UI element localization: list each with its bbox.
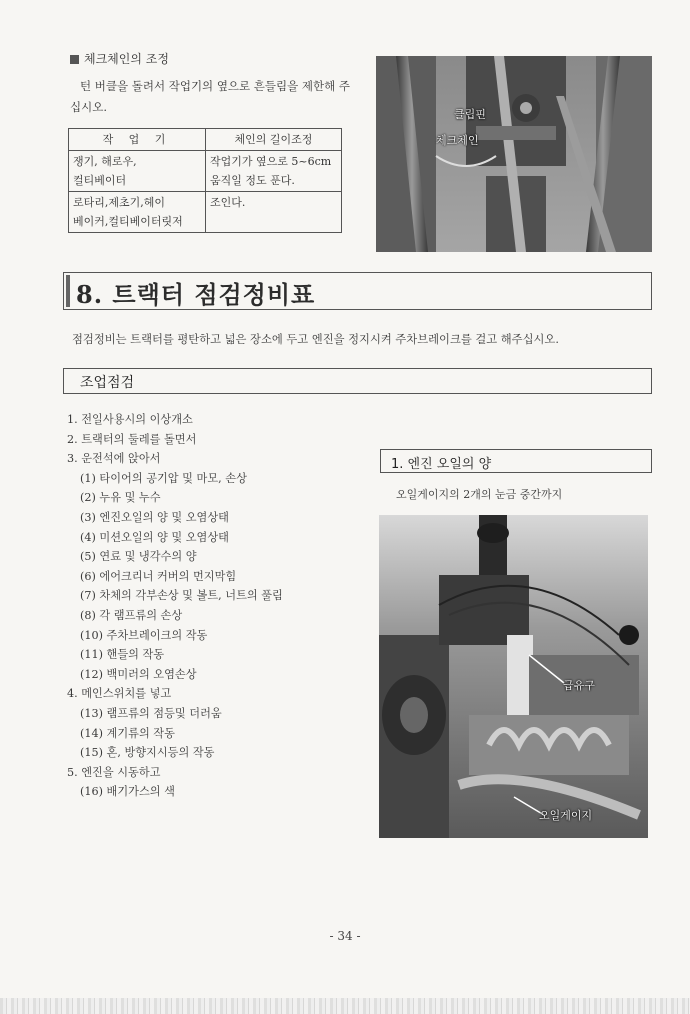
engine-photo bbox=[379, 515, 648, 838]
pre-operation-heading: 조업점검 bbox=[80, 375, 135, 391]
table-cell-adjustment: 작업기가 옆으로 5~6cm 움직일 정도 푼다. bbox=[206, 151, 342, 192]
checklist-item: (11) 핸들의 작동 bbox=[80, 648, 165, 662]
checklist-item: (1) 타이어의 공기압 및 마모, 손상 bbox=[80, 471, 247, 485]
check-chain-table bbox=[68, 128, 342, 233]
pre-operation-heading-box bbox=[63, 368, 652, 394]
check-chain-description: 턴 버클을 돌려서 작업기의 옆으로 흔들림을 제한해 주십시오. bbox=[70, 79, 350, 114]
table-row bbox=[69, 192, 342, 233]
checklist-item: (16) 배기가스의 색 bbox=[80, 785, 175, 799]
table-header-adjustment: 체인의 길이조정 bbox=[206, 129, 342, 151]
checklist-item: (8) 각 램프류의 손상 bbox=[80, 608, 183, 622]
pre-operation-checklist bbox=[67, 410, 283, 802]
table-header-implement: 작 업 기 bbox=[69, 129, 206, 151]
engine-oil-heading: 1. 엔진 오일의 양 bbox=[391, 457, 492, 472]
clip-pin-label: 클립핀 bbox=[454, 108, 486, 121]
table-cell-implement: 쟁기, 해로우, 컬티베이터 bbox=[69, 151, 206, 192]
checklist-item: (2) 누유 및 누수 bbox=[80, 491, 161, 505]
checklist-item: (6) 에어크리너 커버의 먼지막힘 bbox=[80, 569, 237, 583]
checklist-item: (4) 미션오일의 양 및 오염상태 bbox=[80, 530, 229, 544]
checklist-item: (12) 백미러의 오염손상 bbox=[80, 667, 197, 681]
section-title-box bbox=[63, 272, 652, 310]
checklist-item: (10) 주차브레이크의 작동 bbox=[80, 628, 208, 642]
checklist-item: (7) 차체의 각부손상 및 볼트, 너트의 풀림 bbox=[80, 589, 283, 603]
checklist-item: (13) 램프류의 점등및 더러움 bbox=[80, 706, 222, 720]
checklist-item: (3) 엔진오일의 양 및 오염상태 bbox=[80, 510, 229, 524]
engine-oil-heading-box bbox=[380, 449, 652, 473]
section-intro: 점검정비는 트랙터를 평탄하고 넓은 장소에 두고 엔진을 정지시켜 주차브레이크를 걸고 해주십시오. bbox=[72, 333, 559, 346]
checklist-item: (14) 계기류의 작동 bbox=[80, 726, 175, 740]
checklist-item: 5. 엔진을 시동하고 bbox=[67, 765, 161, 779]
check-chain-photo bbox=[376, 56, 652, 252]
section-title: 8. 트랙터 점검정비표 bbox=[76, 280, 316, 309]
oil-gauge-label: 오일게이지 bbox=[539, 809, 593, 822]
oil-filler-label: 급유구 bbox=[563, 679, 595, 692]
checklist-item: (5) 연료 및 냉각수의 양 bbox=[80, 550, 197, 564]
table-cell-adjustment: 조인다. bbox=[206, 192, 342, 233]
checklist-item: 3. 운전석에 앉아서 bbox=[67, 452, 161, 466]
checklist-item: (15) 혼, 방향지시등의 작동 bbox=[80, 746, 215, 760]
title-bar-decoration bbox=[66, 275, 70, 307]
table-cell-implement: 로타리,제초기,헤이 베이커,컬티베이터릿저 bbox=[69, 192, 206, 233]
checklist-item: 1. 전일사용시의 이상개소 bbox=[67, 413, 193, 426]
table-row bbox=[69, 151, 342, 192]
check-chain-heading: 체크체인의 조정 bbox=[70, 50, 169, 67]
checklist-item: 2. 트랙터의 둘레를 돌면서 bbox=[67, 432, 197, 446]
engine-oil-description: 오일게이지의 2개의 눈금 중간까지 bbox=[396, 488, 563, 501]
page-number: - 34 - bbox=[329, 929, 361, 943]
check-chain-label: 체크체인 bbox=[436, 134, 479, 147]
scan-edge-decoration bbox=[0, 998, 690, 1014]
square-bullet-icon bbox=[70, 55, 79, 64]
checklist-item: 4. 메인스위치를 넣고 bbox=[67, 687, 172, 701]
